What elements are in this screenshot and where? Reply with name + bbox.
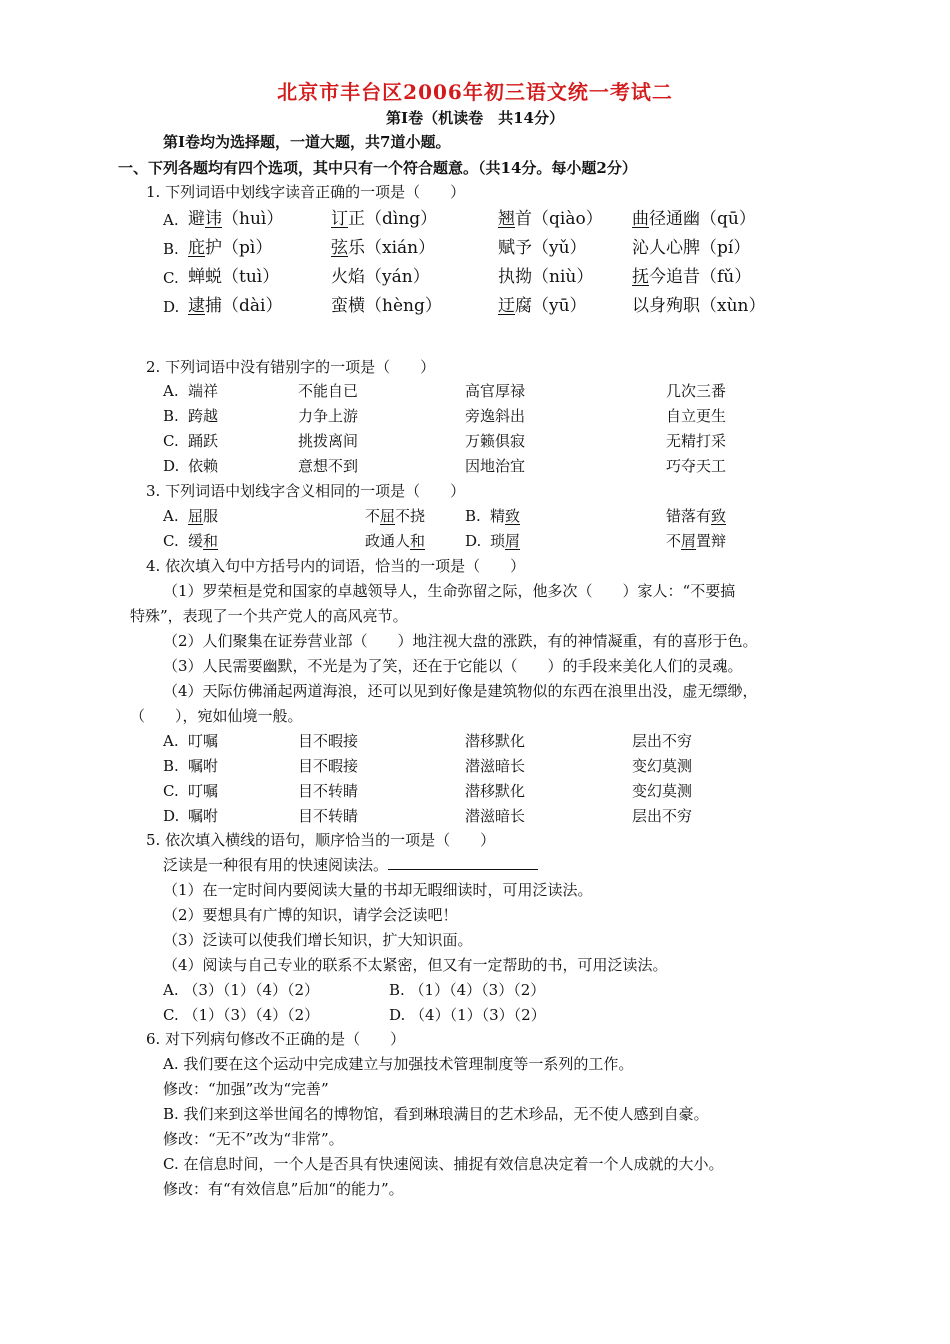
option-letter: D. bbox=[163, 807, 180, 825]
q2-c-word3: 万籁俱寂 bbox=[465, 432, 526, 450]
q1-c-word1: 蝉蜕（tuì） bbox=[188, 267, 280, 287]
q4-stem: 4. 依次填入句中方括号内的词语，恰当的一项是（ ） bbox=[146, 557, 526, 575]
q3-b-word2: 错落有致 bbox=[666, 507, 727, 525]
option-letter: A. bbox=[163, 507, 179, 525]
q2-a-word2: 不能自已 bbox=[298, 382, 359, 400]
q3-c-word2: 政通人和 bbox=[365, 532, 426, 550]
q4-sentence1: （1）罗荣桓是党和国家的卓越领导人，生命弥留之际，他多次（ ）家人：“不要搞 bbox=[163, 582, 736, 600]
q6-option-b: B. 我们来到这举世闻名的博物馆，看到琳琅满目的艺术珍品，无不使人感到自豪。 bbox=[163, 1105, 709, 1123]
q1-c-word4: 抚今追昔（fǔ） bbox=[632, 267, 752, 287]
q4-sentence1-cont: 特殊”，表现了一个共产党人的高风亮节。 bbox=[130, 607, 408, 625]
q4-a-word4: 层出不穷 bbox=[632, 732, 693, 750]
option-letter: B. bbox=[163, 240, 179, 258]
option-letter: C. bbox=[163, 269, 179, 287]
q2-d-word2: 意想不到 bbox=[298, 457, 359, 475]
q6-option-c-fix: 修改：有“有效信息”后加“的能力”。 bbox=[163, 1180, 404, 1198]
q4-b-word3: 潜滋暗长 bbox=[465, 757, 526, 775]
q5-option-a: A. （3）（1）（4）（2） bbox=[163, 981, 320, 999]
option-letter: D. bbox=[163, 298, 180, 316]
paper-note: 第Ⅰ卷均为选择题，一道大题，共7道小题。 bbox=[163, 133, 451, 151]
q3-b-word1: 精致 bbox=[490, 507, 521, 525]
q1-b-word4: 沁人心脾（pí） bbox=[632, 238, 751, 258]
option-letter: A. bbox=[163, 382, 179, 400]
q5-stem: 5. 依次填入横线的语句，顺序恰当的一项是（ ） bbox=[146, 831, 496, 849]
q1-a-word1: 避讳（huì） bbox=[188, 209, 284, 229]
q4-sentence2: （2）人们聚集在证券营业部（ ）地注视大盘的涨跌，有的神情凝重，有的喜形于色。 bbox=[163, 632, 758, 650]
q2-c-word1: 踊跃 bbox=[188, 432, 219, 450]
q2-a-word1: 端祥 bbox=[188, 382, 219, 400]
q4-sentence4: （4）天际仿佛涌起两道海浪，还可以见到好像是建筑物似的东西在浪里出没，虚无缥缈， bbox=[163, 682, 758, 700]
section-heading: 一、下列各题均有四个选项，其中只有一个符合题意。（共14分。每小题2分） bbox=[118, 159, 637, 177]
q5-sentence3: （3）泛读可以使我们增长知识，扩大知识面。 bbox=[163, 931, 473, 949]
q4-c-word1: 叮嘱 bbox=[188, 782, 219, 800]
answer-blank bbox=[388, 855, 538, 870]
q6-option-b-fix: 修改：“无不”改为“非常”。 bbox=[163, 1130, 344, 1148]
q2-a-word3: 高官厚禄 bbox=[465, 382, 526, 400]
q2-d-word1: 依赖 bbox=[188, 457, 219, 475]
q1-a-word3: 翘首（qiào） bbox=[498, 209, 603, 229]
q5-lead: 泛读是一种很有用的快速阅读法。 bbox=[163, 854, 538, 876]
q4-d-word1: 嘱咐 bbox=[188, 807, 219, 825]
option-letter: C. bbox=[163, 782, 179, 800]
q4-sentence4-cont: （ ），宛如仙境一般。 bbox=[130, 707, 303, 725]
q5-option-d: D. （4）（1）（3）（2） bbox=[389, 1006, 546, 1024]
q2-b-word4: 自立更生 bbox=[666, 407, 727, 425]
q4-d-word2: 目不转睛 bbox=[298, 807, 359, 825]
q3-d-word2: 不屑置辩 bbox=[666, 532, 727, 550]
q1-b-word2: 弦乐（xián） bbox=[331, 238, 436, 258]
q4-a-word3: 潜移默化 bbox=[465, 732, 526, 750]
q5-option-c: C. （1）（3）（4）（2） bbox=[163, 1006, 320, 1024]
option-letter: C. bbox=[163, 432, 179, 450]
option-letter: D. bbox=[465, 532, 482, 550]
q4-c-word3: 潜移默化 bbox=[465, 782, 526, 800]
q5-sentence2: （2）要想具有广博的知识，请学会泛读吧！ bbox=[163, 906, 458, 924]
q1-d-word2: 蛮横（hèng） bbox=[331, 296, 442, 316]
q1-b-word3: 赋予（yǔ） bbox=[498, 238, 587, 258]
q3-d-word1: 琐屑 bbox=[490, 532, 521, 550]
option-letter: D. bbox=[163, 457, 180, 475]
q2-c-word2: 挑拨离间 bbox=[298, 432, 359, 450]
q3-a-word1: 屈服 bbox=[188, 507, 219, 525]
q3-a-word2: 不屈不挠 bbox=[365, 507, 426, 525]
q2-d-word4: 巧夺天工 bbox=[666, 457, 727, 475]
q2-a-word4: 几次三番 bbox=[666, 382, 727, 400]
q6-option-a: A. 我们要在这个运动中完成建立与加强技术管理制度等一系列的工作。 bbox=[163, 1055, 634, 1073]
q1-c-word2: 火焰（yán） bbox=[331, 267, 430, 287]
q2-b-word3: 旁逸斜出 bbox=[465, 407, 526, 425]
option-letter: B. bbox=[465, 507, 481, 525]
q5-option-b: B. （1）（4）（3）（2） bbox=[389, 981, 546, 999]
option-letter: A. bbox=[163, 211, 179, 229]
q4-d-word3: 潜滋暗长 bbox=[465, 807, 526, 825]
q4-c-word2: 目不转睛 bbox=[298, 782, 359, 800]
q2-d-word3: 因地治宜 bbox=[465, 457, 526, 475]
option-letter: A. bbox=[163, 732, 179, 750]
q2-b-word2: 力争上游 bbox=[298, 407, 359, 425]
q1-d-word1: 逮捕（dài） bbox=[188, 296, 283, 316]
q4-b-word4: 变幻莫测 bbox=[632, 757, 693, 775]
q6-option-c: C. 在信息时间，一个人是否具有快速阅读、捕捉有效信息决定着一个人成就的大小。 bbox=[163, 1155, 724, 1173]
q4-b-word1: 嘱咐 bbox=[188, 757, 219, 775]
q2-stem: 2. 下列词语中没有错别字的一项是（ ） bbox=[146, 358, 436, 376]
q2-c-word4: 无精打采 bbox=[666, 432, 727, 450]
q6-stem: 6. 对下列病句修改不正确的是（ ） bbox=[146, 1030, 406, 1048]
q1-stem: 1. 下列词语中划线字读音正确的一项是（ ） bbox=[146, 183, 466, 201]
q1-d-word3: 迂腐（yū） bbox=[498, 296, 587, 316]
page-title: 北京市丰台区2006年初三语文统一考试二 bbox=[277, 80, 673, 104]
q4-b-word2: 目不暇接 bbox=[298, 757, 359, 775]
q1-a-word4: 曲径通幽（qū） bbox=[632, 209, 756, 229]
option-letter: B. bbox=[163, 407, 179, 425]
q1-b-word1: 庇护（pì） bbox=[188, 238, 273, 258]
q4-d-word4: 层出不穷 bbox=[632, 807, 693, 825]
option-letter: C. bbox=[163, 532, 179, 550]
q5-sentence4: （4）阅读与自己专业的联系不太紧密，但又有一定帮助的书，可用泛读法。 bbox=[163, 956, 668, 974]
q4-a-word1: 叮嘱 bbox=[188, 732, 219, 750]
q3-stem: 3. 下列词语中划线字含义相同的一项是（ ） bbox=[146, 482, 466, 500]
paper-subtitle: 第Ⅰ卷（机读卷 共14分） bbox=[386, 109, 564, 127]
q3-c-word1: 缓和 bbox=[188, 532, 219, 550]
q2-b-word1: 跨越 bbox=[188, 407, 219, 425]
q1-d-word4: 以身殉职（xùn） bbox=[632, 296, 766, 316]
q4-sentence3: （3）人民需要幽默，不光是为了笑，还在于它能以（ ）的手段来美化人们的灵魂。 bbox=[163, 657, 743, 675]
option-letter: B. bbox=[163, 757, 179, 775]
q1-c-word3: 执拗（niù） bbox=[498, 267, 594, 287]
q1-a-word2: 订正（dìng） bbox=[331, 209, 438, 229]
q6-option-a-fix: 修改：“加强”改为“完善” bbox=[163, 1080, 329, 1098]
q4-a-word2: 目不暇接 bbox=[298, 732, 359, 750]
q4-c-word4: 变幻莫测 bbox=[632, 782, 693, 800]
q5-sentence1: （1）在一定时间内要阅读大量的书却无暇细读时，可用泛读法。 bbox=[163, 881, 593, 899]
